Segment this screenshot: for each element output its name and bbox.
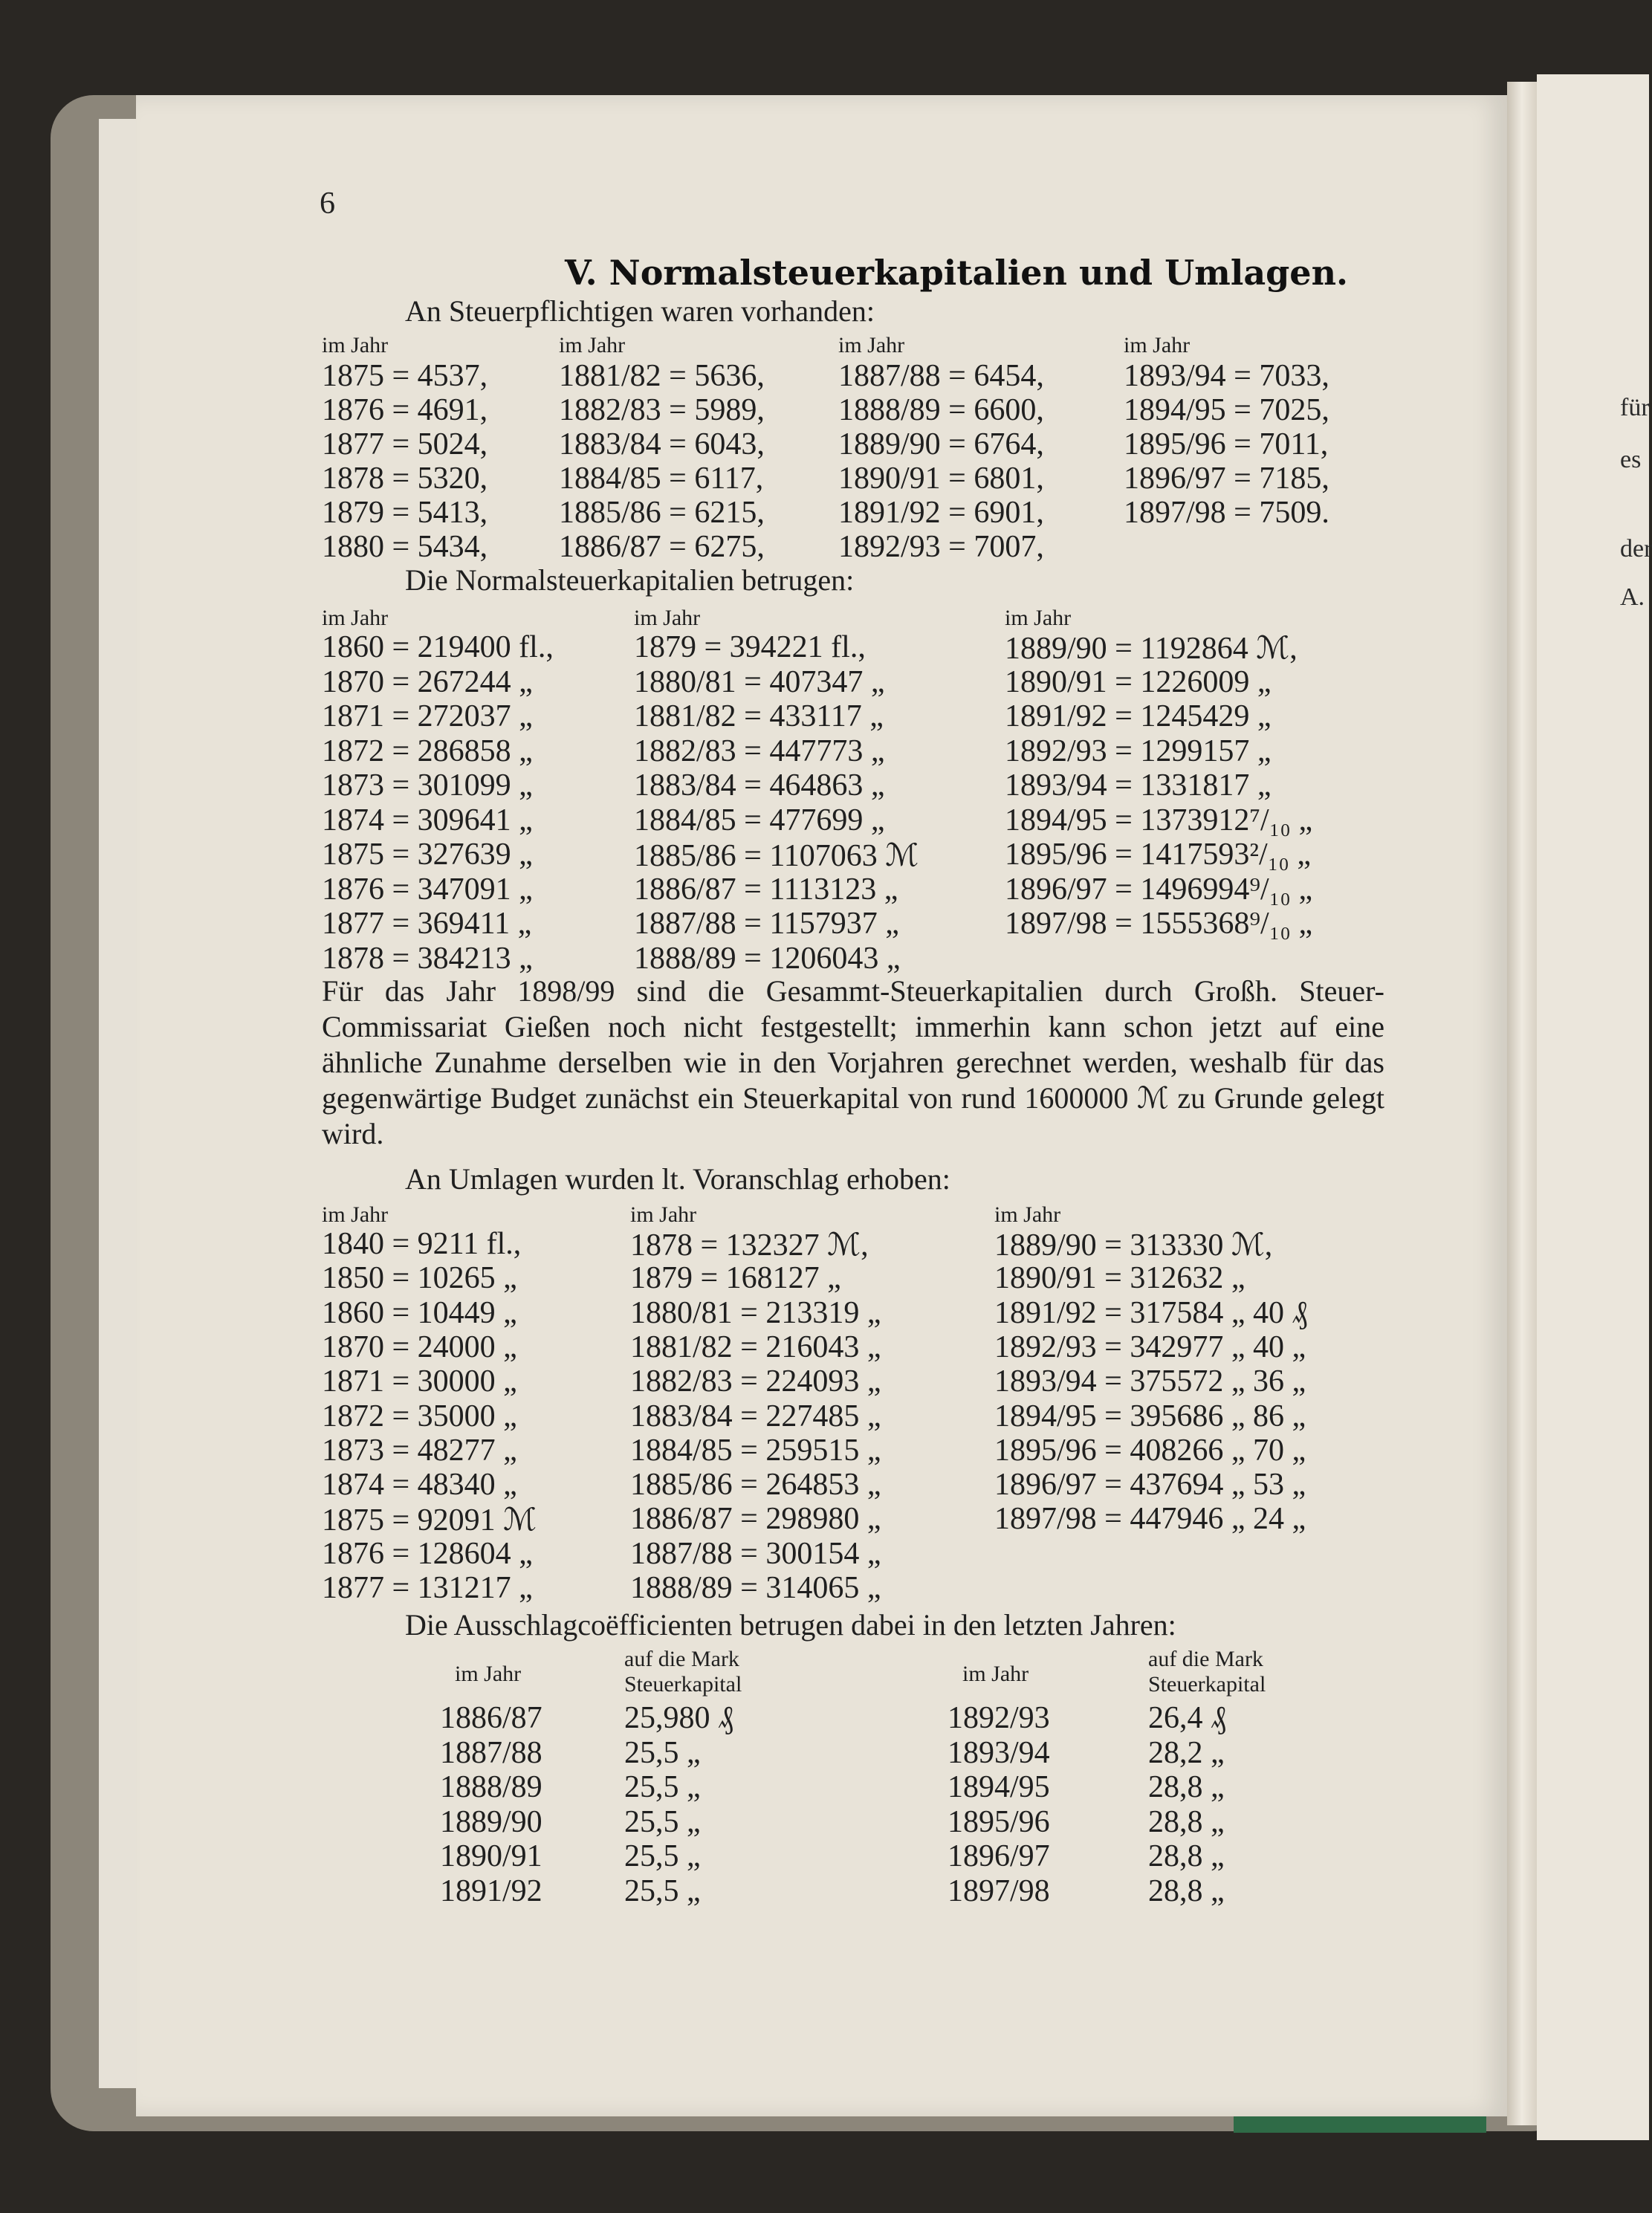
table-cell-year: 1892/93 <box>948 1701 1050 1735</box>
table-cell: 1876 = 347091 „ <box>322 872 533 907</box>
table-cell: 1895/96 = 408266 „ 70 „ <box>994 1433 1306 1468</box>
table-cell: 1892/93 = 7007, <box>838 530 1044 564</box>
table-cell: 1879 = 394221 fl., <box>634 630 866 664</box>
column-header-mark: auf die Mark <box>1148 1647 1263 1671</box>
column-header: im Jahr <box>322 333 389 357</box>
table-cell: 1893/94 = 1331817 „ <box>1005 768 1272 803</box>
table-cell: 1878 = 384213 „ <box>322 941 533 976</box>
table-cell: 1887/88 = 1157937 „ <box>634 907 899 941</box>
table-cell: 1893/94 = 375572 „ 36 „ <box>994 1364 1306 1399</box>
table-cell: 1886/87 = 1113123 „ <box>634 872 898 907</box>
table-cell: 1870 = 24000 „ <box>322 1329 517 1364</box>
table-cell-year: 1886/87 <box>440 1701 542 1735</box>
facing-page-fragment: A. <box>1620 583 1645 611</box>
table-cell: 1889/90 = 1192864 ℳ, <box>1005 632 1298 666</box>
table-cell: 1888/89 = 6600, <box>838 393 1044 427</box>
table-cell: 1890/91 = 1226009 „ <box>1005 664 1272 699</box>
table-cell-value: 25,980 ₰ <box>624 1701 733 1735</box>
table-cell: 1891/92 = 1245429 „ <box>1005 699 1272 733</box>
table-cell: 1877 = 5024, <box>322 427 488 461</box>
table-cell: 1888/89 = 1206043 „ <box>634 941 901 976</box>
table-cell-value: 28,8 „ <box>1148 1839 1225 1873</box>
table-cell: 1883/84 = 6043, <box>559 427 765 461</box>
table-cell: 1875 = 4537, <box>322 359 488 393</box>
table-cell: 1896/97 = 1496994⁹/₁₀ „ <box>1005 872 1313 907</box>
table-cell: 1889/90 = 6764, <box>838 427 1044 461</box>
table-cell: 1882/83 = 224093 „ <box>630 1364 881 1399</box>
facing-page <box>1537 74 1649 2140</box>
table-cell: 1886/87 = 6275, <box>559 530 765 564</box>
table-cell: 1890/91 = 6801, <box>838 461 1044 496</box>
table-cell-value: 25,5 „ <box>624 1735 701 1770</box>
table-cell: 1887/88 = 300154 „ <box>630 1536 881 1571</box>
table-cell: 1883/84 = 464863 „ <box>634 768 885 803</box>
table-cell: 1897/98 = 7509. <box>1124 496 1329 530</box>
table-cell: 1878 = 132327 ℳ, <box>630 1228 869 1263</box>
table-cell: 1875 = 327639 „ <box>322 837 533 872</box>
table-cell: 1891/92 = 6901, <box>838 496 1044 530</box>
table-cell: 1875 = 92091 ℳ <box>322 1503 537 1538</box>
table-cell: 1872 = 286858 „ <box>322 733 533 768</box>
table-cell: 1891/92 = 317584 „ 40 ₰ <box>994 1295 1308 1330</box>
page-number: 6 <box>320 187 335 221</box>
table-cell-value: 25,5 „ <box>624 1873 701 1908</box>
table-cell: 1895/96 = 1417593²/₁₀ „ <box>1005 837 1312 872</box>
table-cell: 1860 = 10449 „ <box>322 1295 517 1330</box>
table-cell-value: 28,8 „ <box>1148 1873 1225 1908</box>
section-heading: V. Normalsteuerkapitalien und Umlagen. <box>565 253 1349 293</box>
table-cell: 1874 = 309641 „ <box>322 803 533 837</box>
table-cell-value: 25,5 „ <box>624 1770 701 1804</box>
facing-page-fragment: für <box>1620 394 1650 421</box>
table-cell: 1879 = 168127 „ <box>630 1261 841 1296</box>
table-cell: 1888/89 = 314065 „ <box>630 1571 881 1605</box>
table-cell: 1882/83 = 5989, <box>559 393 765 427</box>
column-header: im Jahr <box>559 333 626 357</box>
facing-page-fragment: der <box>1620 535 1652 563</box>
table-cell: 1879 = 5413, <box>322 496 488 530</box>
table-cell: 1896/97 = 437694 „ 53 „ <box>994 1468 1306 1503</box>
table-cell: 1874 = 48340 „ <box>322 1468 517 1503</box>
column-header: im Jahr <box>322 606 389 630</box>
table-cell: 1890/91 = 312632 „ <box>994 1261 1246 1296</box>
table-cell: 1876 = 128604 „ <box>322 1536 533 1571</box>
table-cell: 1840 = 9211 fl., <box>322 1227 522 1261</box>
table-cell: 1873 = 48277 „ <box>322 1433 517 1468</box>
table-cell: 1889/90 = 313330 ℳ, <box>994 1228 1273 1263</box>
section1-intro: An Steuerpflichtigen waren vorhanden: <box>405 294 875 328</box>
table-cell-year: 1897/98 <box>948 1873 1050 1908</box>
column-header-year: im Jahr <box>962 1662 1029 1686</box>
table-cell-value: 28,8 „ <box>1148 1770 1225 1804</box>
table-cell-value: 25,5 „ <box>624 1839 701 1873</box>
table-cell: 1897/98 = 447946 „ 24 „ <box>994 1502 1306 1537</box>
table-cell: 1881/82 = 216043 „ <box>630 1329 881 1364</box>
table-cell-year: 1890/91 <box>440 1839 542 1873</box>
table-cell: 1873 = 301099 „ <box>322 768 533 803</box>
table-cell: 1884/85 = 477699 „ <box>634 803 885 837</box>
table-cell: 1884/85 = 6117, <box>559 461 764 496</box>
column-header-mark: auf die Mark <box>624 1647 739 1671</box>
column-header: im Jahr <box>1005 606 1072 630</box>
column-header: im Jahr <box>838 333 905 357</box>
table-cell-value: 28,8 „ <box>1148 1804 1225 1839</box>
table-cell: 1894/95 = 395686 „ 86 „ <box>994 1399 1306 1433</box>
column-header: im Jahr <box>634 606 701 630</box>
table-cell: 1892/93 = 342977 „ 40 „ <box>994 1329 1306 1364</box>
table-cell: 1883/84 = 227485 „ <box>630 1399 881 1433</box>
table-cell-value: 28,2 „ <box>1148 1735 1225 1770</box>
table-cell-year: 1894/95 <box>948 1770 1050 1804</box>
table-cell: 1894/95 = 7025, <box>1124 393 1329 427</box>
table-cell: 1878 = 5320, <box>322 461 488 496</box>
table-cell: 1880/81 = 213319 „ <box>630 1295 881 1330</box>
table-cell: 1877 = 369411 „ <box>322 907 532 941</box>
table-cell: 1882/83 = 447773 „ <box>634 733 885 768</box>
table-cell-year: 1888/89 <box>440 1770 542 1804</box>
table-cell-year: 1887/88 <box>440 1735 542 1770</box>
table-cell: 1850 = 10265 „ <box>322 1261 517 1296</box>
table-cell-year: 1891/92 <box>440 1873 542 1908</box>
table-cell-year: 1889/90 <box>440 1804 542 1839</box>
section4-intro: Die Ausschlagcoëfficienten betrugen dabei in den letzten Jahren: <box>405 1608 1176 1642</box>
column-header-capital: Steuerkapital <box>1148 1672 1266 1697</box>
table-cell-year: 1893/94 <box>948 1735 1050 1770</box>
table-cell: 1885/86 = 1107063 ℳ <box>634 839 919 873</box>
table-cell: 1892/93 = 1299157 „ <box>1005 733 1272 768</box>
table-cell: 1860 = 219400 fl., <box>322 630 554 664</box>
table-cell: 1885/86 = 264853 „ <box>630 1468 881 1503</box>
table-cell-value: 25,5 „ <box>624 1804 701 1839</box>
table-cell: 1886/87 = 298980 „ <box>630 1502 881 1537</box>
column-header: im Jahr <box>630 1202 697 1227</box>
table-cell: 1880 = 5434, <box>322 530 488 564</box>
table-cell: 1877 = 131217 „ <box>322 1571 533 1605</box>
table-cell: 1881/82 = 5636, <box>559 359 765 393</box>
column-header-capital: Steuerkapital <box>624 1672 742 1697</box>
facing-page-fragment: es <box>1620 446 1642 473</box>
table-cell: 1881/82 = 433117 „ <box>634 699 884 733</box>
budget-paragraph: Für das Jahr 1898/99 sind die Gesammt-Steuerkapitalien durch Großh. Steuer-Commissariat Gießen noch nicht festgestellt; immerhin kann schon jetzt auf eine ähnliche Zunahme derselben wie in den Vorjahren gerechnet werden, weshalb für das gegenwärtige Budget zunächst ein Steuerkapital von rund 1600000 ℳ zu Grunde gelegt wird. <box>322 974 1384 1150</box>
table-cell: 1895/96 = 7011, <box>1124 427 1329 461</box>
table-cell: 1885/86 = 6215, <box>559 496 765 530</box>
table-cell: 1880/81 = 407347 „ <box>634 664 885 699</box>
table-cell: 1897/98 = 1555368⁹/₁₀ „ <box>1005 907 1313 941</box>
table-cell: 1894/95 = 1373912⁷/₁₀ „ <box>1005 803 1313 837</box>
column-header: im Jahr <box>1124 333 1191 357</box>
section2-intro: Die Normalsteuerkapitalien betrugen: <box>405 563 855 597</box>
table-cell-year: 1895/96 <box>948 1804 1050 1839</box>
table-cell: 1896/97 = 7185, <box>1124 461 1329 496</box>
table-cell: 1870 = 267244 „ <box>322 664 533 699</box>
book-gutter <box>1507 82 1537 2125</box>
column-header-year: im Jahr <box>455 1662 522 1686</box>
table-cell: 1887/88 = 6454, <box>838 359 1044 393</box>
section3-intro: An Umlagen wurden lt. Voranschlag erhoben: <box>405 1162 950 1196</box>
table-cell: 1872 = 35000 „ <box>322 1399 517 1433</box>
table-cell: 1876 = 4691, <box>322 393 488 427</box>
table-cell: 1884/85 = 259515 „ <box>630 1433 881 1468</box>
table-cell-value: 26,4 ₰ <box>1148 1701 1226 1735</box>
column-header: im Jahr <box>994 1202 1061 1227</box>
table-cell: 1871 = 272037 „ <box>322 699 533 733</box>
table-cell-year: 1896/97 <box>948 1839 1050 1873</box>
table-cell: 1893/94 = 7033, <box>1124 359 1329 393</box>
table-cell: 1871 = 30000 „ <box>322 1364 517 1399</box>
column-header: im Jahr <box>322 1202 389 1227</box>
